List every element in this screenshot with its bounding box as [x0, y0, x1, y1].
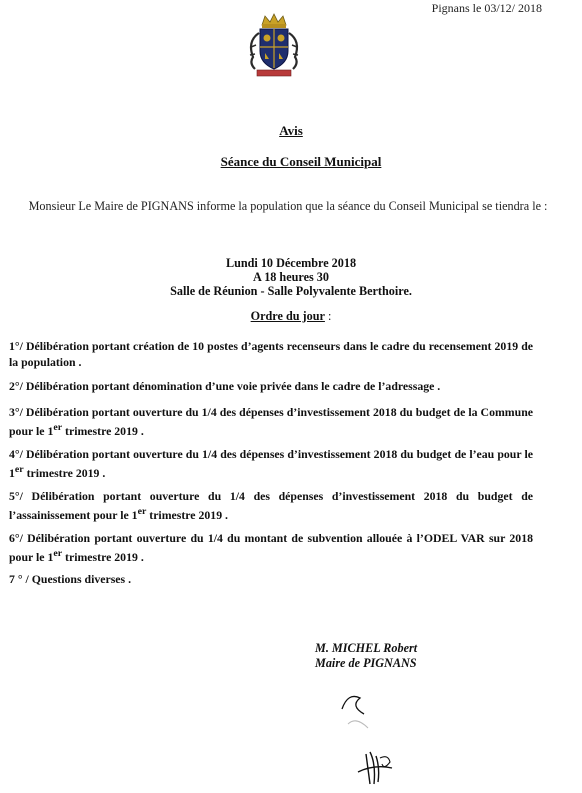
notice-title: Avis — [279, 123, 303, 138]
handwritten-signature-icon — [330, 684, 410, 789]
notice-subtitle: Séance du Conseil Municipal — [220, 154, 382, 169]
agenda-item-2: 2°/ Délibération portant dénomination d’une voie privée dans le cadre de l’adressage . — [9, 379, 441, 393]
crest-icon — [243, 13, 305, 79]
agenda-title: Ordre du jour — [250, 309, 325, 323]
agenda-item-5: 5°/ Délibération portant ouverture du 1/4 des dépenses d’investissement 2018 du budget de l’assainissement pour le 1er trimestre 2019 . — [9, 489, 533, 522]
agenda-item-4: 4°/ Délibération portant ouverture du 1/4 des dépenses d’investissement 2018 du budget de l’eau pour le 1er trimestre 2019 . — [9, 447, 533, 480]
agenda-heading — [0, 309, 582, 324]
meeting-date: Lundi 10 Décembre 2018 — [225, 256, 357, 270]
agenda-item-1: 1°/ Délibération portant création de 10 postes d’agents recenseurs dans le cadre du recensement 2019 de la population . — [9, 339, 533, 369]
agenda-item-3: 3°/ Délibération portant ouverture du 1/4 des dépenses d’investissement 2018 du budget de la Commune pour le 1er trimestre 2019 . — [9, 405, 533, 438]
notice-intro: Monsieur Le Maire de PIGNANS informe la population que la séance du Conseil Municipal se tiendra le : — [28, 199, 548, 213]
agenda-item-7: 7 ° / Questions diverses . — [9, 572, 132, 586]
meeting-place: Salle de Réunion - Salle Polyvalente Berthoire. — [170, 284, 412, 298]
agenda-suffix: : — [324, 309, 332, 323]
signatory-name: M. MICHEL Robert — [315, 641, 418, 655]
meeting-time: A 18 heures 30 — [253, 270, 329, 284]
place-date: Pignans le 03/12/ 2018 — [431, 1, 542, 15]
signatory-role: Maire de PIGNANS — [315, 656, 417, 670]
agenda-item-6: 6°/ Délibération portant ouverture du 1/4 du montant de subvention allouée à l’ODEL VAR sur 2018 pour le 1er trimestre 2019 . — [9, 531, 533, 564]
